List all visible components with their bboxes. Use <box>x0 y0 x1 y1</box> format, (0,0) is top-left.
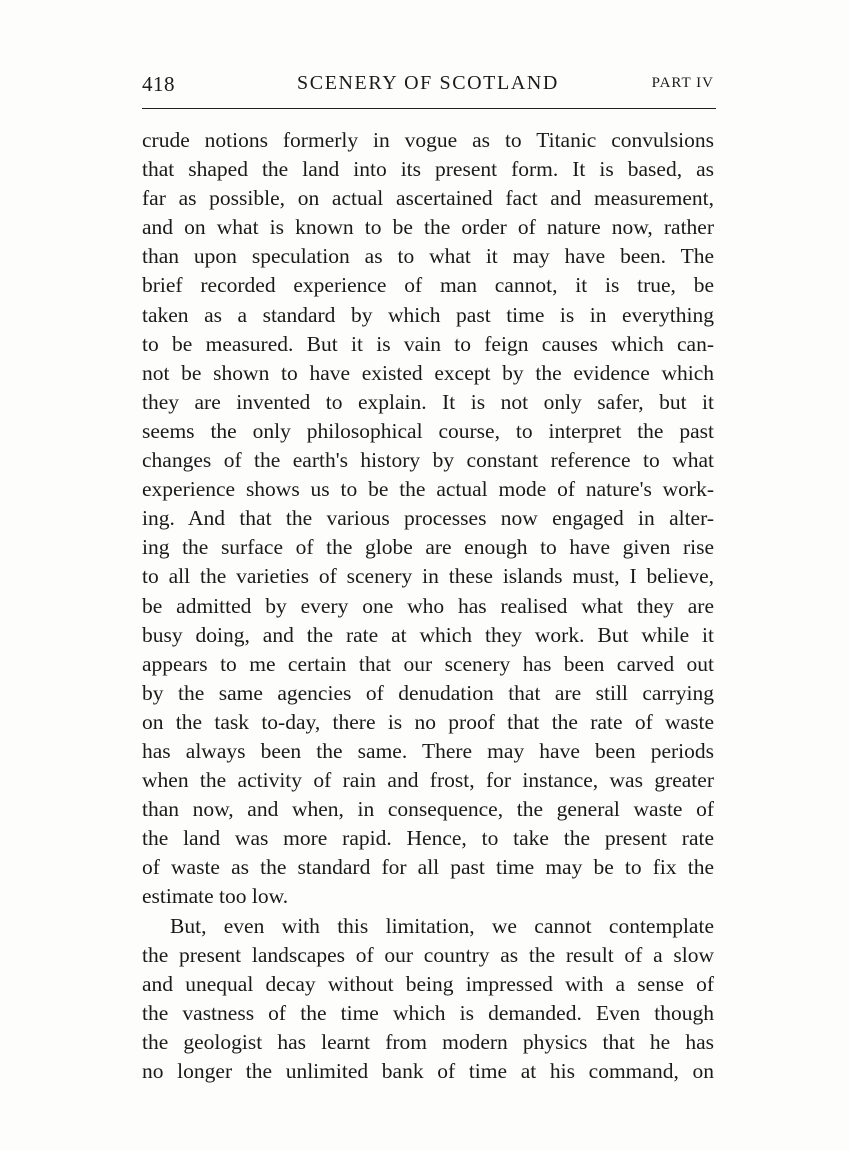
text-line: crude notions formerly in vogue as to Titanic convulsions <box>142 128 714 152</box>
text-line: no longer the unlimited bank of time at his command, on <box>142 1059 714 1083</box>
text-line: that shaped the land into its present form. It is based, as <box>142 157 714 182</box>
text-line: experience shows us to be the actual mode of nature's work- <box>142 477 714 502</box>
page-number: 418 <box>142 72 175 96</box>
text-line: not be shown to have existed except by the evidence which <box>142 360 714 385</box>
text-line: be admitted by every one who has realised what they are <box>142 593 714 618</box>
book-title: SCENERY OF SCOTLAND <box>297 72 559 94</box>
text-line: by the same agencies of denudation that are still carrying <box>142 680 714 705</box>
text-line: far as possible, on actual ascertained fact and measurement, <box>142 186 714 211</box>
text-line: to all the varieties of scenery in these islands must, I believe, <box>142 564 714 589</box>
text-line: to be measured. But it is vain to feign causes which can- <box>142 331 714 356</box>
text-line: when the activity of rain and frost, for instance, was greater <box>142 768 714 793</box>
text-line: brief recorded experience of man cannot, it is true, be <box>142 273 714 298</box>
text-line: busy doing, and the rate at which they work. But while it <box>142 622 714 647</box>
header-rule <box>142 108 716 109</box>
running-head <box>142 72 714 100</box>
text-line: has always been the same. There may have been periods <box>142 738 714 763</box>
text-line: of waste as the standard for all past time may be to fix the <box>142 855 714 880</box>
text-line: But, even with this limitation, we cannot contemplate <box>170 913 714 938</box>
text-line: ing the surface of the globe are enough to have given rise <box>142 535 714 560</box>
text-line: the land was more rapid. Hence, to take the present rate <box>142 826 714 851</box>
text-line: estimate too low. <box>142 884 289 909</box>
text-line: the vastness of the time which is demanded. Even though <box>142 1000 714 1025</box>
text-line: ing. And that the various processes now engaged in alter- <box>142 506 714 531</box>
paragraph <box>142 126 714 912</box>
paragraph <box>142 912 714 1087</box>
text-line: and unequal decay without being impressed with a sense of <box>142 971 714 996</box>
text-line: the geologist has learnt from modern physics that he has <box>142 1029 714 1054</box>
text-line: than now, and when, in consequence, the general waste of <box>142 797 714 822</box>
text-line: on the task to-day, there is no proof that the rate of waste <box>142 709 714 734</box>
text-line: than upon speculation as to what it may have been. The <box>142 244 714 269</box>
body-text <box>142 126 714 1086</box>
text-line: the present landscapes of our country as the result of a slow <box>142 942 714 967</box>
part-label: PART IV <box>651 75 714 91</box>
text-line: appears to me certain that our scenery has been carved out <box>142 651 714 676</box>
text-line: changes of the earth's history by constant reference to what <box>142 448 714 473</box>
text-line: they are invented to explain. It is not only safer, but it <box>142 389 714 414</box>
text-line: seems the only philosophical course, to interpret the past <box>142 418 714 443</box>
text-line: and on what is known to be the order of nature now, rather <box>142 215 714 240</box>
text-line: taken as a standard by which past time is in everything <box>142 302 714 327</box>
